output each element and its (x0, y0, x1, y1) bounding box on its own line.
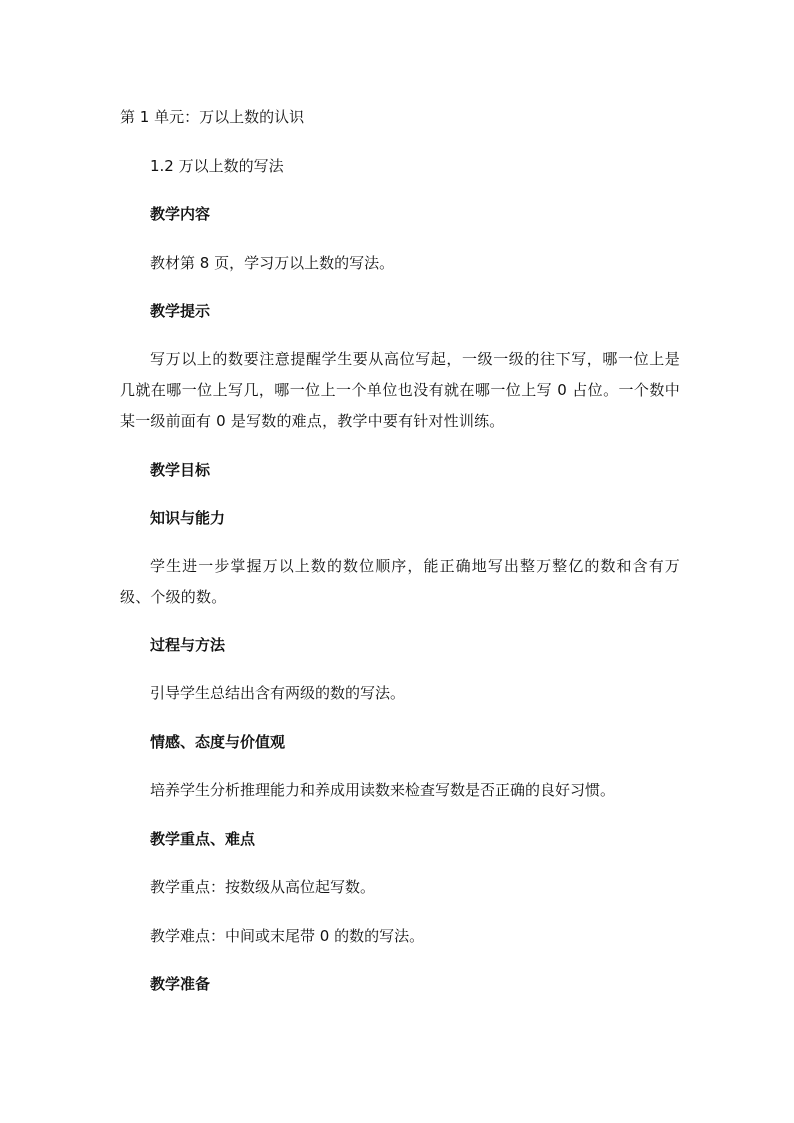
teaching-tips-heading: 教学提示 (150, 302, 211, 320)
teaching-content-text: 教材第 8 页，学习万以上数的写法。 (150, 254, 395, 272)
unit-title: 第 1 单元：万以上数的认识 (120, 108, 305, 126)
knowledge-text: 学生进一步掌握万以上数的数位顺序，能正确地写出整万整亿的数和含有万级、个级的数。 (120, 557, 680, 606)
key-points-heading: 教学重点、难点 (150, 830, 256, 848)
key-focus-text: 教学重点：按数级从高位起写数。 (150, 878, 376, 896)
teaching-content-heading: 教学内容 (150, 205, 211, 223)
teaching-tips-text: 写万以上的数要注意提醒学生要从高位写起，一级一级的往下写，哪一位上是几就在哪一位上写几，哪一位上一个单位也没有就在哪一位上写 0 占位。一个数中某一级前面有 0 是写数的难点，教学中要有针对性训练。 (120, 350, 680, 430)
preparation-heading: 教学准备 (150, 975, 211, 993)
process-heading: 过程与方法 (150, 636, 226, 654)
section-title: 1.2 万以上数的写法 (150, 157, 284, 175)
key-difficulty-text: 教学难点：中间或末尾带 0 的数的写法。 (150, 927, 425, 945)
knowledge-heading: 知识与能力 (150, 509, 226, 527)
emotion-heading: 情感、态度与价值观 (150, 733, 286, 751)
process-text: 引导学生总结出含有两级的数的写法。 (150, 684, 406, 702)
teaching-goals-heading: 教学目标 (150, 461, 211, 479)
emotion-text: 培养学生分析推理能力和养成用读数来检查写数是否正确的良好习惯。 (150, 781, 616, 799)
